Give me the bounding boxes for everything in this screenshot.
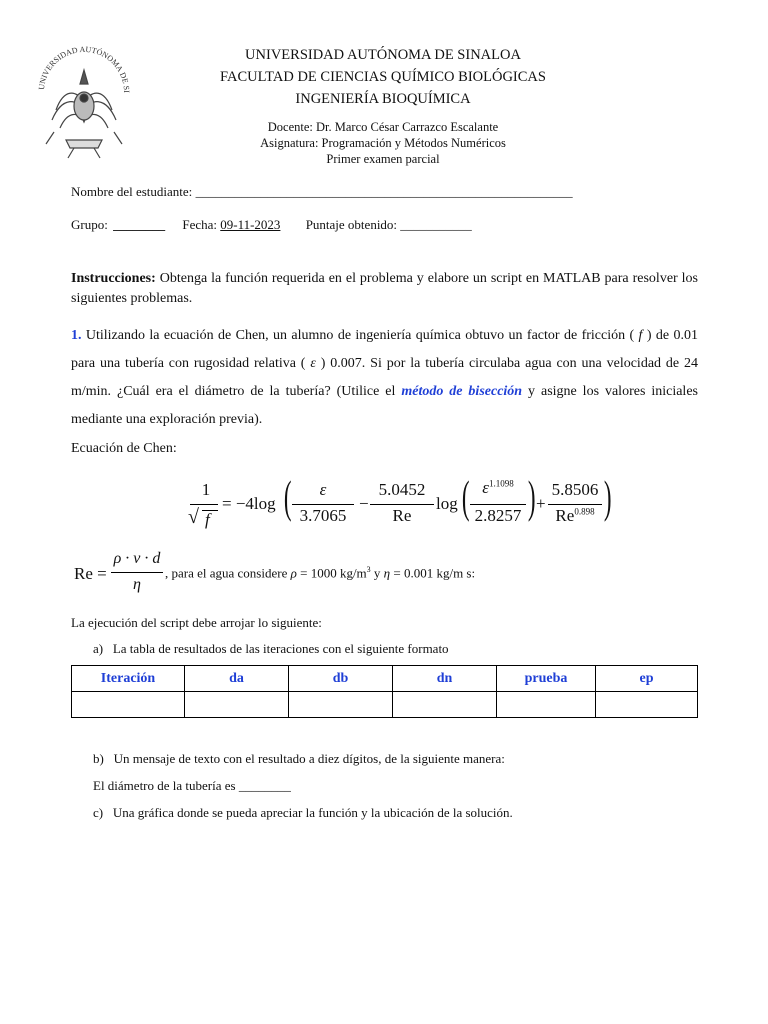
instructions-label: Instrucciones: — [71, 271, 156, 286]
eq-eps: ε — [319, 480, 327, 499]
eq-minus4log: = −4log — [222, 494, 276, 513]
header-da: da — [185, 666, 289, 692]
table-row — [72, 692, 698, 718]
re-numerator: ρ · v · d — [113, 550, 161, 567]
problem-text-b: ) de 0.01 para una tubería con rugosidad relativa ( — [71, 328, 698, 371]
exam-title: Primer examen parcial — [326, 152, 440, 166]
eq-eps-exp: 1.1098 — [488, 478, 514, 489]
program-name: INGENIERÍA BIOQUÍMICA — [295, 91, 471, 107]
table-cell — [497, 692, 596, 718]
water-properties — [165, 565, 475, 581]
item-a: a) La tabla de resultados de las iteraciones con el siguiente formato — [93, 641, 449, 656]
header-db: db — [289, 666, 393, 692]
eq-c4: 5.8506 — [551, 480, 599, 499]
table-header-row — [72, 666, 698, 692]
paren-left-inner: ( — [461, 471, 470, 522]
instructions-text: Obtenga la función requerida en el problema y elabore un script en MATLAB para resolver los siguientes problemas. — [71, 271, 698, 306]
university-name: UNIVERSIDAD AUTÓNOMA DE SINALOA — [245, 47, 521, 63]
results-table — [71, 665, 698, 718]
re-sup3: 3 — [366, 565, 371, 574]
header-iteracion: Iteración — [72, 666, 185, 692]
header-ep: ep — [596, 666, 698, 692]
problem-text-d: y asigne los valores iniciales mediante una exploración previa). — [71, 384, 698, 427]
method-name: método de bisección — [401, 384, 523, 399]
re-text-a: , para el agua considere — [165, 565, 291, 581]
student-name-blank: __________________________________________________________ — [195, 184, 573, 199]
table-cell — [72, 692, 185, 718]
docente: Docente: Dr. Marco César Carrazco Escalante — [267, 120, 499, 134]
score-label: Puntaje obtenido: — [305, 217, 398, 232]
rho-symbol: ρ — [290, 565, 297, 581]
eq-re2-power — [548, 506, 602, 526]
re-text-b: = 1000 kg/m — [296, 565, 367, 581]
eq-re1: Re — [392, 506, 412, 525]
date-label: Fecha: — [182, 217, 217, 232]
eq-plus: + — [536, 494, 546, 513]
header-prueba: prueba — [497, 666, 596, 692]
paren-right-outer: ) — [603, 471, 612, 522]
chen-label: Ecuación de Chen: — [71, 441, 177, 456]
table-cell — [185, 692, 289, 718]
student-name-line — [71, 184, 573, 200]
eq-c2: 5.0452 — [378, 480, 426, 499]
table-cell — [289, 692, 393, 718]
group-label: Grupo: — [71, 217, 108, 232]
eq-re2: Re — [555, 506, 575, 525]
reynolds-definition — [71, 548, 698, 600]
asignatura: Asignatura: Programación y Métodos Numéricos — [260, 136, 506, 150]
eq-eps-power — [470, 478, 526, 498]
item-b: b) Un mensaje de texto con el resultado a diez dígitos, de la siguiente manera: — [93, 751, 505, 766]
instructions — [71, 269, 698, 309]
re-denominator: η — [133, 576, 141, 593]
university-seal — [36, 40, 132, 160]
header-dn: dn — [393, 666, 497, 692]
table-cell — [393, 692, 497, 718]
eq-c3: 2.8257 — [474, 506, 522, 525]
eq-minus: − — [359, 494, 369, 513]
seal-text: UNIVERSIDAD AUTÓNOMA DE SI — [36, 44, 132, 93]
group-line — [71, 217, 472, 233]
eq-f: f — [205, 510, 210, 529]
table-cell — [596, 692, 698, 718]
paren-right-inner: ) — [527, 471, 536, 522]
re-eq: Re = — [74, 564, 107, 583]
group-blank: ________ — [113, 217, 166, 232]
date-value: 09-11-2023 — [220, 217, 281, 232]
problem-number: 1. — [71, 328, 82, 343]
item-c: c) Una gráfica donde se pueda apreciar la función y la ubicación de la solución. — [93, 805, 513, 820]
chen-equation — [180, 471, 612, 534]
friction-symbol: f — [638, 328, 643, 343]
svg-text:UNIVERSIDAD AUTÓNOMA DE SINALO — [36, 40, 131, 93]
re-text-c: y — [370, 565, 384, 581]
faculty-name: FACULTAD DE CIENCIAS QUÍMICO BIOLÓGICAS — [220, 69, 546, 85]
score-blank: ___________ — [400, 217, 472, 232]
eq-re-exp: 0.898 — [574, 506, 595, 517]
eta-symbol: η — [383, 565, 391, 581]
problem-1 — [71, 322, 698, 434]
script-intro: La ejecución del script debe arrojar lo siguiente: — [71, 615, 322, 630]
problem-text-a: Utilizando la ecuación de Chen, un alumno de ingeniería química obtuvo un factor de fricción ( — [81, 328, 639, 343]
re-text-d: = 0.001 kg/m s: — [390, 565, 476, 581]
problem-text-c: ) 0.007. Si por la tubería circulaba agua con una velocidad de 24 m/min. ¿Cuál era el diámetro de la tubería? (Utilice el — [71, 356, 698, 399]
paren-left-outer: ( — [283, 471, 292, 522]
eq-c1: 3.7065 — [299, 506, 347, 525]
student-name-label: Nombre del estudiante: — [71, 184, 193, 199]
roughness-symbol: ε — [310, 356, 316, 371]
result-message: El diámetro de la tubería es ________ — [93, 778, 291, 793]
eq-log: log — [436, 494, 458, 513]
sqrt-icon: √ — [188, 506, 199, 528]
eq-eps2: ε — [482, 478, 489, 497]
eq-one: 1 — [201, 480, 211, 499]
